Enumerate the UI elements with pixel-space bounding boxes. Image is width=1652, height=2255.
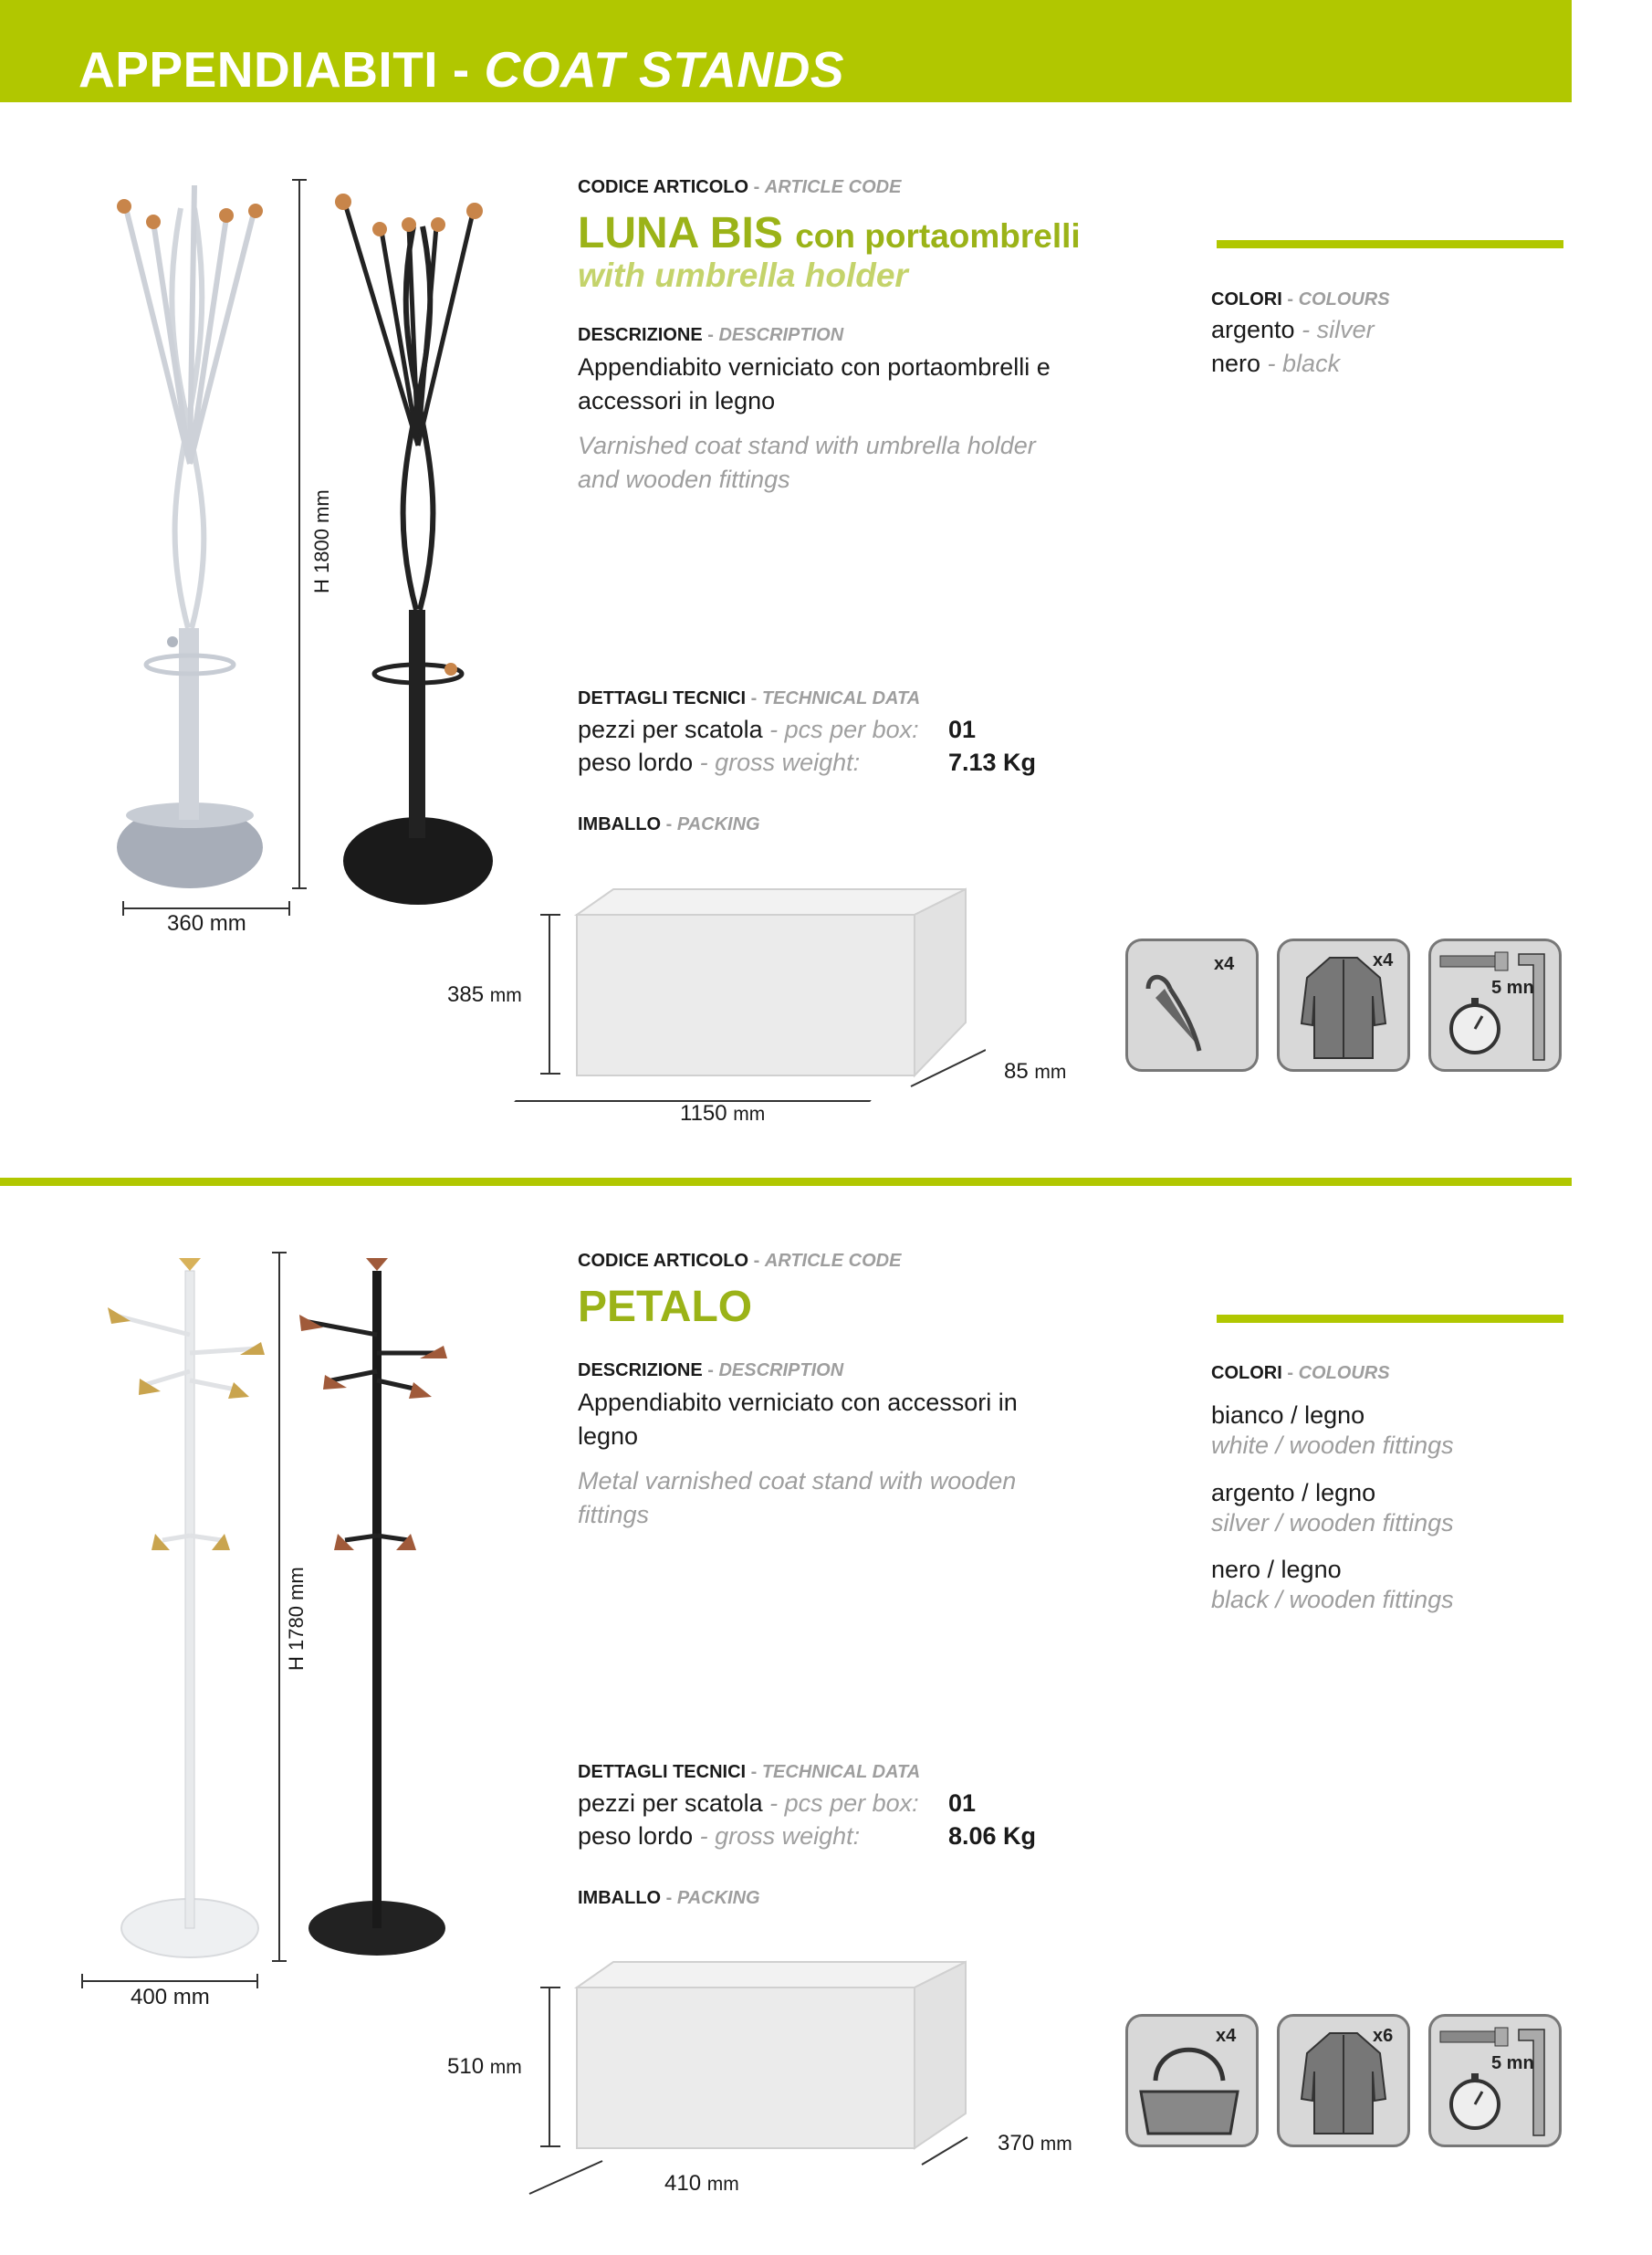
luna-packing-label: IMBALLO - PACKING — [578, 814, 760, 834]
luna-coat-count: x4 — [1373, 950, 1394, 970]
assembly-time-icon — [1431, 941, 1559, 1069]
luna-technical-label: DETTAGLI TECNICI - TECHNICAL DATA — [578, 688, 921, 708]
header-bar — [0, 0, 1572, 102]
page-title: APPENDIABITI - COAT STANDS — [78, 41, 845, 98]
luna-height-dimension-line — [290, 178, 308, 890]
luna-pcs-per-box: pezzi per scatola - pcs per box: 01 — [578, 716, 977, 743]
petalo-packing-box — [511, 1958, 986, 2196]
petalo-box-depth-label: 370 mm — [998, 2131, 1072, 2155]
petalo-colours-divider — [1217, 1315, 1563, 1323]
petalo-coat-count: x6 — [1373, 2026, 1394, 2046]
umbrella-icon — [1128, 941, 1256, 1069]
petalo-colour-silver: argento / legno silver / wooden fittings — [1211, 1479, 1454, 1537]
petalo-packing-label: IMBALLO - PACKING — [578, 1888, 760, 1908]
petalo-assembly-time-box — [1428, 2014, 1562, 2147]
luna-width-label: 360 mm — [167, 911, 246, 936]
petalo-article-code-label: CODICE ARTICOLO - ARTICLE CODE — [578, 1251, 902, 1271]
petalo-box-height-label: 510 mm — [447, 2054, 522, 2079]
luna-box-depth-label: 85 mm — [1004, 1059, 1067, 1084]
petalo-colours-label: COLORI - COLOURS — [1211, 1363, 1390, 1383]
assembly-time-icon — [1431, 2017, 1559, 2145]
luna-coat-count-box — [1277, 939, 1410, 1072]
luna-umbrella-count-box — [1125, 939, 1259, 1072]
petalo-width-label: 400 mm — [131, 1985, 210, 2009]
petalo-product-image — [99, 1234, 537, 1972]
petalo-assembly-time: 5 mn — [1491, 2053, 1534, 2073]
luna-assembly-time-box — [1428, 939, 1562, 1072]
luna-height-label: H 1800 mm — [310, 489, 333, 593]
petalo-colour-white: bianco / legno white / wooden fittings — [1211, 1401, 1454, 1459]
petalo-product-title: PETALO — [578, 1283, 753, 1331]
luna-colours-label: COLORI - COLOURS — [1211, 289, 1390, 309]
luna-assembly-time: 5 mn — [1491, 978, 1534, 998]
luna-box-width-label: 1150 mm — [680, 1101, 766, 1126]
petalo-handbag-count-box — [1125, 2014, 1259, 2147]
luna-product-title: LUNA BIS con portaombrelli — [578, 209, 1081, 257]
luna-colour-silver: argento - silver — [1211, 316, 1375, 343]
petalo-weight-value: 8.06 Kg — [948, 1822, 1037, 1850]
luna-colours-divider — [1217, 240, 1563, 248]
luna-product-subtitle: with umbrella holder — [578, 257, 908, 294]
petalo-handbag-count: x4 — [1216, 2026, 1237, 2046]
petalo-pcs-per-box: pezzi per scatola - pcs per box: 01 — [578, 1789, 977, 1817]
petalo-pcs-value: 01 — [948, 1789, 977, 1817]
luna-description-label: DESCRIZIONE - DESCRIPTION — [578, 325, 844, 345]
handbag-icon — [1128, 2017, 1256, 2145]
petalo-box-width-label: 410 mm — [664, 2171, 739, 2196]
petalo-description-label: DESCRIZIONE - DESCRIPTION — [578, 1360, 844, 1380]
luna-umbrella-count: x4 — [1214, 954, 1235, 974]
petalo-colour-black: nero / legno black / wooden fittings — [1211, 1556, 1454, 1613]
luna-weight-value: 7.13 Kg — [948, 749, 1037, 776]
petalo-technical-label: DETTAGLI TECNICI - TECHNICAL DATA — [578, 1762, 921, 1782]
petalo-gross-weight: peso lordo - gross weight: 8.06 Kg — [578, 1822, 1037, 1850]
petalo-height-label: H 1780 mm — [285, 1567, 308, 1671]
luna-packing-box — [511, 886, 986, 1109]
section-divider — [0, 1178, 1572, 1186]
petalo-description-en: Metal varnished coat stand with wooden fittings — [578, 1467, 1017, 1528]
luna-gross-weight: peso lordo - gross weight: 7.13 Kg — [578, 749, 1037, 776]
luna-colour-black: nero - black — [1211, 350, 1341, 377]
luna-pcs-value: 01 — [948, 716, 977, 743]
luna-box-height-label: 385 mm — [447, 982, 522, 1007]
luna-description-en: Varnished coat stand with umbrella holder and wooden fittings — [578, 432, 1036, 493]
luna-article-code-label: CODICE ARTICOLO - ARTICLE CODE — [578, 177, 902, 197]
petalo-coat-count-box — [1277, 2014, 1410, 2147]
petalo-description-it: Appendiabito verniciato con accessori in legno — [578, 1389, 1018, 1450]
luna-description-it: Appendiabito verniciato con portaombrelli e accessori in legno — [578, 353, 1051, 414]
